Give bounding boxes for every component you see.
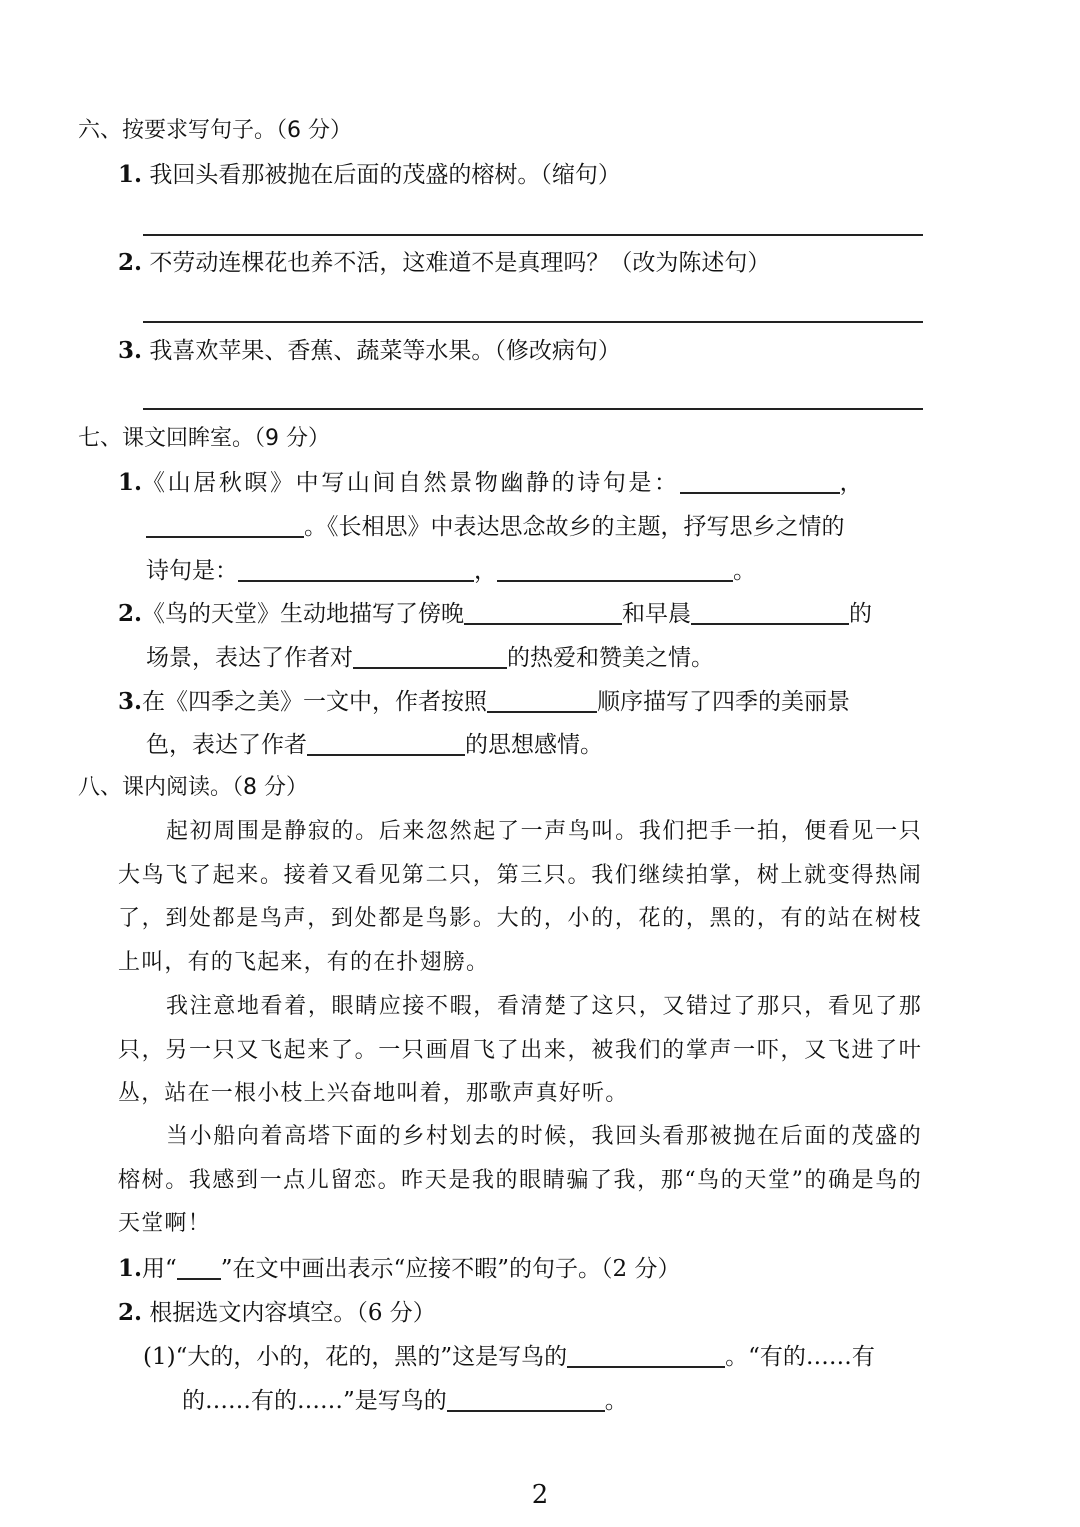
q-text: 我喜欢苹果、香蕉、蔬菜等水果。（修改病句）	[149, 338, 621, 364]
reading-paragraph-3: 当小船向着高塔下面的乡村划去的时候，我回头看那被抛在后面的茂盛的榕树。我感到一点儿留恋。昨天是我的眼睛骗了我，那“鸟的天堂”的确是鸟的天堂啊！	[118, 1124, 922, 1236]
reading-paragraph-1: 起初周围是静寂的。后来忽然起了一声鸟叫。我们把手一拍，便看见一只大鸟飞了起来。接着又看见第二只，第三只。我们继续拍掌，树上就变得热闹了，到处都是鸟声，到处都是鸟影。大的，小的，花的，黑的，有的站在树枝上叫，有的飞起来，有的在扑翅膀。	[118, 819, 922, 975]
answer-line-6-2[interactable]	[143, 321, 923, 323]
blank-7-1-a[interactable]	[680, 470, 840, 494]
section-7-title: 七、课文回眸室。（9 分）	[78, 426, 330, 451]
question-7-1-line2: 。《长相思》中表达思念故乡的主题，抒写思乡之情的	[146, 512, 845, 542]
underline-sample	[177, 1256, 221, 1280]
q-number: 2.	[118, 249, 143, 276]
question-8-2-1-line1: (1)“大的，小的，花的，黑的”这是写鸟的 。“有的……有	[143, 1344, 875, 1370]
q-number: 2.	[118, 600, 143, 627]
blank-7-2-a[interactable]	[464, 601, 622, 625]
q-number: 1.	[118, 1255, 143, 1282]
blank-7-1-b[interactable]	[146, 514, 304, 538]
blank-7-3-a[interactable]	[487, 689, 597, 713]
question-7-3-line1: 3.在《四季之美》一文中，作者按照 顺序描写了四季的美丽景	[118, 688, 851, 715]
answer-line-6-1[interactable]	[143, 234, 923, 236]
question-8-1: 1.用“ ”在文中画出表示“应接不暇”的句子。（2 分）	[118, 1255, 681, 1282]
question-7-2-line2: 场景，表达了作者对 的热爱和赞美之情。	[146, 645, 714, 671]
q-number: 1.	[118, 161, 143, 188]
q-number: 3.	[118, 337, 143, 364]
answer-line-6-3[interactable]	[143, 408, 923, 410]
question-6-2	[118, 248, 770, 278]
blank-7-3-b[interactable]	[307, 732, 465, 756]
q-text: 我回头看那被抛在后面的茂盛的榕树。（缩句）	[149, 162, 621, 188]
q-text: 不劳动连棵花也养不活，这难道不是真理吗？（改为陈述句）	[149, 250, 771, 276]
reading-paragraph-2: 我注意地看着，眼睛应接不暇，看清楚了这只，又错过了那只，看见了那只，另一只又飞起来了。一只画眉飞了出来，被我们的掌声一吓，又飞进了叶丛，站在一根小枝上兴奋地叫着，那歌声真好听。	[118, 994, 922, 1106]
question-8-2: 2. 根据选文内容填空。（6 分）	[118, 1299, 436, 1326]
blank-7-1-c[interactable]	[238, 558, 474, 582]
blank-7-2-c[interactable]	[353, 645, 507, 669]
q-number: 3.	[118, 688, 143, 715]
q-number: 2.	[118, 1299, 143, 1326]
question-7-2-line1: 2.《鸟的天堂》生动地描写了傍晚 和早晨 的	[118, 600, 873, 627]
blank-7-2-b[interactable]	[691, 601, 849, 625]
page-number: 2	[531, 1480, 549, 1510]
question-7-1-line3: 诗句是： ， 。	[146, 558, 756, 584]
question-8-2-1-line2: 的……有的……”是写鸟的 。	[182, 1388, 628, 1414]
blank-8-2-1-a[interactable]	[567, 1344, 725, 1368]
section-6-title: 六、按要求写句子。（6 分）	[78, 118, 352, 143]
section-8-title: 八、课内阅读。（8 分）	[78, 775, 308, 800]
question-7-3-line2: 色，表达了作者 的思想感情。	[146, 732, 603, 758]
question-6-1	[118, 160, 621, 190]
q-number: 1.	[118, 469, 143, 496]
blank-8-2-1-b[interactable]	[447, 1388, 605, 1412]
question-7-1-line1: 1.《山居秋暝》中写山间自然景物幽静的诗句是： ，	[118, 469, 863, 496]
blank-7-1-d[interactable]	[497, 558, 733, 582]
question-6-3	[118, 336, 621, 366]
